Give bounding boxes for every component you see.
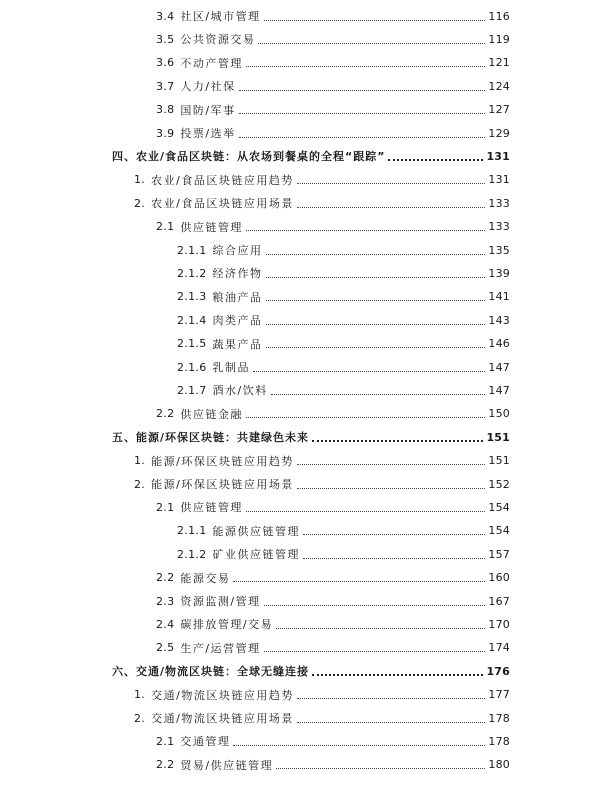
toc-entry-title: 供应链管理 xyxy=(180,220,243,234)
dot-leader xyxy=(312,440,483,442)
toc-entry-title: 不动产管理 xyxy=(180,56,243,70)
toc-entry[interactable] xyxy=(156,99,510,121)
toc-entry[interactable] xyxy=(134,684,510,706)
toc-entry-number: 3.9 xyxy=(156,126,175,140)
toc-entry-number: 3.5 xyxy=(156,32,175,46)
toc-entry-title: 能源/环保区块链应用场景 xyxy=(151,478,294,491)
toc-entry-page: 143 xyxy=(488,313,510,327)
toc-entry-number: 2.1.5 xyxy=(177,337,207,351)
toc-entry-title: 经济作物 xyxy=(212,267,263,281)
toc-entry-title: 生产/运营管理 xyxy=(180,641,261,655)
dot-leader xyxy=(264,605,486,606)
toc-entry-number: 2.2 xyxy=(156,407,175,421)
dot-leader xyxy=(303,558,485,559)
dot-leader xyxy=(312,674,483,676)
toc-entry-page: 160 xyxy=(488,571,510,585)
dot-leader xyxy=(297,488,486,489)
toc-entry[interactable] xyxy=(177,520,510,542)
toc-entry-title: 酒水/饮料 xyxy=(212,384,268,398)
dot-leader xyxy=(239,137,486,138)
toc-entry-page: 178 xyxy=(488,711,510,725)
toc-entry-title: 能源供应链管理 xyxy=(212,524,300,538)
toc-entry[interactable] xyxy=(177,356,510,378)
toc-entry-title: 公共资源交易 xyxy=(180,33,256,47)
toc-entry-page: 146 xyxy=(488,337,510,351)
toc-entry-page: 133 xyxy=(488,220,510,234)
toc-entry-page: 139 xyxy=(488,266,510,280)
toc-entry-title: 能源交易 xyxy=(180,571,231,585)
toc-entry[interactable] xyxy=(177,286,510,308)
toc-entry-page: 119 xyxy=(488,32,510,46)
toc-entry-page: 131 xyxy=(488,173,510,187)
toc-entry-title: 交通/物流区块链应用趋势 xyxy=(151,688,294,702)
toc-entry-page: 133 xyxy=(488,196,510,210)
toc-entry[interactable] xyxy=(156,567,510,589)
toc-entry-page: 116 xyxy=(488,9,510,23)
toc-entry[interactable] xyxy=(156,590,510,612)
toc-entry-title: 交通/物流区块链应用场景 xyxy=(151,712,294,725)
toc-entry-page: 151 xyxy=(488,454,510,468)
dot-leader xyxy=(271,394,486,395)
toc-entry-title: 碳排放管理/交易 xyxy=(180,618,274,632)
toc-entry-number: 2.1.6 xyxy=(177,360,207,374)
toc-entry-page: 154 xyxy=(488,500,510,514)
toc-entry[interactable] xyxy=(134,450,510,472)
toc-entry[interactable] xyxy=(134,473,510,495)
toc-entry-number: 1. xyxy=(134,688,146,702)
toc-entry-page: 154 xyxy=(488,524,510,538)
dot-leader xyxy=(246,66,485,67)
toc-entry[interactable] xyxy=(134,192,510,214)
dot-leader xyxy=(303,534,485,535)
toc-entry-page: 147 xyxy=(488,383,510,397)
toc-entry[interactable] xyxy=(156,75,510,97)
toc-entry-title: 粮油产品 xyxy=(212,290,263,304)
dot-leader xyxy=(266,324,486,325)
toc-entry-number: 2.1.1 xyxy=(177,243,207,257)
toc-entry-page: 178 xyxy=(488,734,510,748)
toc-chapter-entry[interactable] xyxy=(112,426,510,448)
dot-leader xyxy=(246,511,485,512)
toc-entry-page: 180 xyxy=(488,758,510,772)
toc-entry-page: 124 xyxy=(488,79,510,93)
toc-entry-number: 2. xyxy=(134,477,146,491)
dot-leader xyxy=(266,300,486,301)
toc-chapter-entry[interactable] xyxy=(112,145,510,167)
toc-entry[interactable] xyxy=(156,403,510,425)
toc-entry-title: 社区/城市管理 xyxy=(180,10,261,23)
toc-entry[interactable] xyxy=(177,309,510,331)
toc-entry-title: 能源/环保区块链应用趋势 xyxy=(151,454,294,468)
toc-entry-number: 3.8 xyxy=(156,103,175,117)
toc-entry-number: 2.5 xyxy=(156,641,175,655)
toc-entry-number: 2.4 xyxy=(156,617,175,631)
toc-entry-number: 2.1 xyxy=(156,734,175,748)
dot-leader xyxy=(246,230,485,231)
toc-entry-number: 2.1.7 xyxy=(177,383,207,397)
toc-entry-title: 资源监测/管理 xyxy=(180,595,261,608)
toc-entry-title: 交通管理 xyxy=(180,735,231,749)
toc-entry[interactable] xyxy=(156,496,510,518)
toc-entry-title: 供应链金融 xyxy=(180,407,243,421)
toc-entry-number: 1. xyxy=(134,454,146,468)
toc-entry-number: 1. xyxy=(134,173,146,187)
dot-leader xyxy=(258,43,485,44)
toc-entry[interactable] xyxy=(156,52,510,74)
toc-entry-number: 3.6 xyxy=(156,56,175,70)
dot-leader xyxy=(297,207,486,208)
toc-entry-page: 167 xyxy=(488,594,510,608)
toc-entry-page: 141 xyxy=(488,290,510,304)
toc-entry[interactable] xyxy=(156,216,510,238)
dot-leader xyxy=(297,698,486,699)
dot-leader xyxy=(276,628,485,629)
dot-leader xyxy=(297,183,486,184)
dot-leader xyxy=(239,113,486,114)
toc-entry-number: 3.4 xyxy=(156,9,175,23)
toc-entry[interactable] xyxy=(177,379,510,401)
toc-entry-number: 2.1.1 xyxy=(177,524,207,538)
toc-entry-page: 129 xyxy=(488,126,510,140)
dot-leader xyxy=(264,651,486,652)
toc-entry-title: 六、交通/物流区块链：全球无缝连接 xyxy=(112,665,310,679)
toc-entry-number: 2. xyxy=(134,711,146,725)
toc-entry-number: 2.1 xyxy=(156,220,175,234)
toc-entry-page: 170 xyxy=(488,617,510,631)
toc-entry[interactable] xyxy=(134,169,510,191)
toc-entry[interactable] xyxy=(177,262,510,284)
toc-entry[interactable] xyxy=(134,707,510,729)
toc-entry-title: 肉类产品 xyxy=(212,314,263,328)
toc-entry-number: 2.2 xyxy=(156,758,175,772)
toc-entry-title: 供应链管理 xyxy=(180,501,243,515)
dot-leader xyxy=(297,722,486,723)
toc-entry-page: 121 xyxy=(488,56,510,70)
toc-entry-page: 147 xyxy=(488,360,510,374)
toc-entry-page: 152 xyxy=(488,477,510,491)
dot-leader xyxy=(246,417,485,418)
toc-entry-number: 2.1.2 xyxy=(177,547,207,561)
toc-entry-number: 2.3 xyxy=(156,594,175,608)
dot-leader xyxy=(233,581,485,582)
dot-leader xyxy=(266,277,486,278)
toc-entry[interactable] xyxy=(156,613,510,635)
toc-entry[interactable] xyxy=(156,730,510,752)
toc-entry[interactable] xyxy=(177,333,510,355)
toc-entry-title: 人力/社保 xyxy=(180,80,236,94)
toc-entry-title: 蔬果产品 xyxy=(212,337,263,351)
dot-leader xyxy=(253,371,485,372)
dot-leader xyxy=(388,159,483,161)
toc-entry[interactable] xyxy=(156,637,510,659)
toc-entry-title: 国防/军事 xyxy=(180,103,236,117)
toc-entry-title: 五、能源/环保区块链：共建绿色未来 xyxy=(112,431,310,445)
toc-entry-number: 2.1.4 xyxy=(177,313,207,327)
dot-leader xyxy=(239,90,486,91)
dot-leader xyxy=(266,254,486,255)
toc-entry-title: 矿业供应链管理 xyxy=(212,548,300,562)
toc-entry-page: 176 xyxy=(486,664,510,678)
toc-entry-page: 150 xyxy=(488,407,510,421)
toc-entry-page: 157 xyxy=(488,547,510,561)
toc-entry-number: 2.1.2 xyxy=(177,266,207,280)
toc-entry-title: 乳制品 xyxy=(212,361,250,374)
toc-entry-page: 127 xyxy=(488,103,510,117)
toc-entry[interactable] xyxy=(156,122,510,144)
toc-entry-page: 177 xyxy=(488,688,510,702)
dot-leader xyxy=(266,347,486,348)
toc-entry-number: 2. xyxy=(134,196,146,210)
toc-entry[interactable] xyxy=(177,543,510,565)
dot-leader xyxy=(297,464,486,465)
toc-entry-title: 投票/选举 xyxy=(180,127,236,140)
toc-entry-title: 四、农业/食品区块链：从农场到餐桌的全程“跟踪” xyxy=(112,150,386,164)
dot-leader xyxy=(276,768,485,769)
toc-entry-number: 2.1 xyxy=(156,500,175,514)
toc-chapter-entry[interactable] xyxy=(112,660,510,682)
toc-entry-title: 农业/食品区块链应用场景 xyxy=(151,197,294,211)
toc-entry-number: 2.2 xyxy=(156,571,175,585)
toc-entry-number: 3.7 xyxy=(156,79,175,93)
toc-entry-page: 131 xyxy=(486,149,510,163)
toc-entry-page: 135 xyxy=(488,243,510,257)
toc-entry[interactable] xyxy=(156,28,510,50)
toc-entry[interactable] xyxy=(156,754,510,776)
dot-leader xyxy=(233,745,485,746)
toc-entry-page: 151 xyxy=(486,430,510,444)
toc-entry[interactable] xyxy=(156,5,510,27)
toc-entry-number: 2.1.3 xyxy=(177,290,207,304)
toc-entry-title: 贸易/供应链管理 xyxy=(180,758,274,772)
toc-entry[interactable] xyxy=(177,239,510,261)
toc-entry-title: 农业/食品区块链应用趋势 xyxy=(151,173,294,187)
dot-leader xyxy=(264,20,486,21)
toc-entry-page: 174 xyxy=(488,641,510,655)
toc-entry-title: 综合应用 xyxy=(212,244,263,257)
